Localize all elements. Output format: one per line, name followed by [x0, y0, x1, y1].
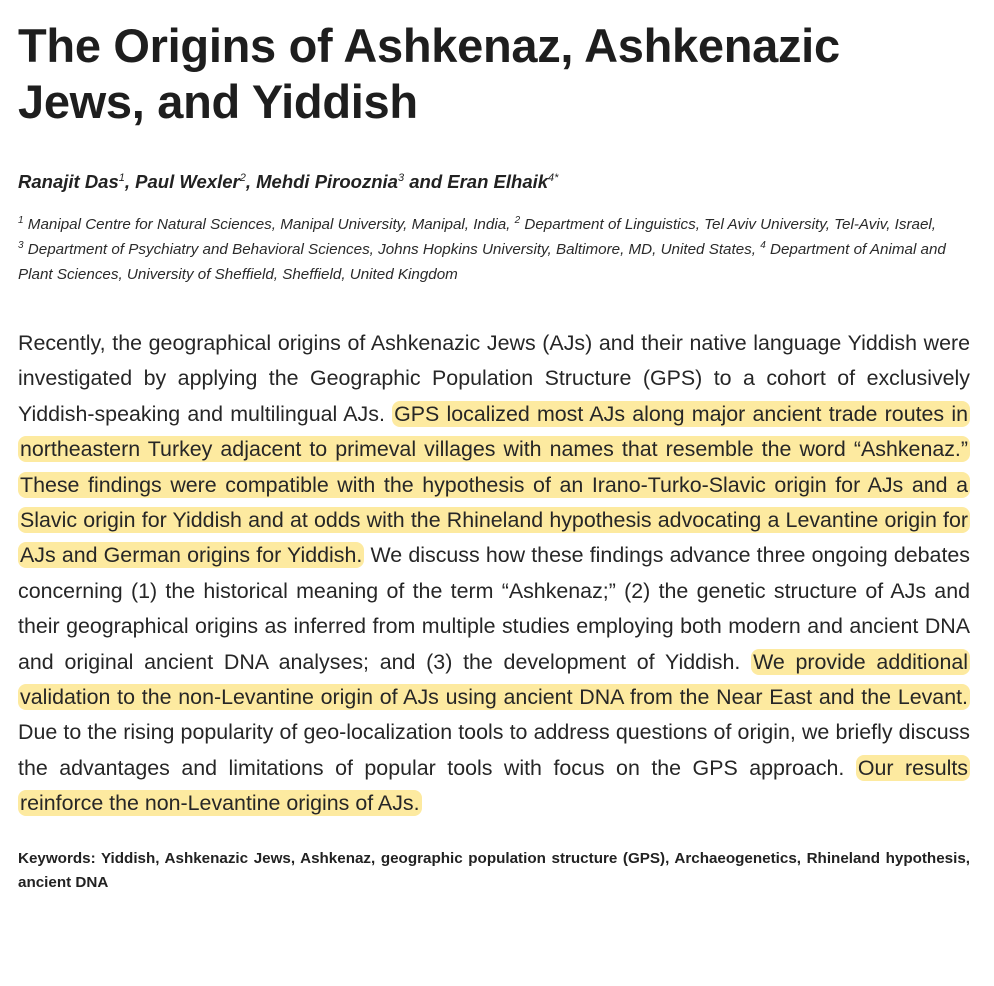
- author-name: Ranajit Das: [18, 171, 119, 192]
- affil-number: 1: [18, 214, 24, 226]
- affil-number: 3: [18, 239, 24, 251]
- abstract-highlight: We provide additional validation to the non-Levantine origin of AJs using ancient DNA from the Near East and the Levant.: [20, 649, 968, 710]
- paper-title: The Origins of Ashkenaz, Ashkenazic Jews, and Yiddish: [18, 19, 840, 128]
- abstract-text: We discuss how these findings advance three ongoing debates concerning (1) the historical meaning of the term “Ashkenaz;” (2) the genetic structure of AJs and their geographical origins as inferred from multiple studies employing both modern and ancient DNA and original ancient DNA analyses; and (3) the development of Yiddish.: [18, 543, 970, 674]
- abstract-text: Due to the rising popularity of geo-localization tools to address questions of origin, we briefly discuss the advantages and limitations of popular tools with focus on the GPS approach.: [18, 720, 970, 780]
- author-name: Mehdi Pirooznia: [256, 171, 398, 192]
- affiliation: Department of Psychiatry and Behavioral Sciences, Johns Hopkins University, Baltimore, MD, United States,: [27, 241, 761, 258]
- author-affil-number: 3: [397, 171, 405, 184]
- author-name: Paul Wexler: [135, 171, 240, 192]
- affil-number: 4: [760, 239, 766, 251]
- affiliations: [18, 212, 970, 287]
- keywords-label: Keywords:: [18, 849, 96, 867]
- keywords: [18, 847, 970, 895]
- author-name: Eran Elhaik: [447, 171, 549, 192]
- abstract: [18, 326, 970, 822]
- abstract-highlight: Our results reinforce the non-Levantine origins of AJs.: [20, 755, 969, 816]
- keywords-list: Yiddish, Ashkenazic Jews, Ashkenaz, geographic population structure (GPS), Archaeogenetics, Rhineland hypothesis, ancient DNA: [18, 849, 970, 891]
- author-affil-number: 1: [118, 171, 125, 184]
- affiliation: Manipal Centre for Natural Sciences, Manipal University, Manipal, India,: [27, 216, 515, 233]
- author-affil-number: 4*: [548, 171, 559, 184]
- author-affil-number: 2: [239, 171, 246, 184]
- author-list: Ranajit Das$^1$, Paul Wexler$^2$, Mehdi Pirooznia$^3$ and Eran Elhaik$^{4*}$: [18, 171, 559, 192]
- affil-number: 2: [514, 214, 521, 226]
- affiliation: Department of Animal and Plant Sciences, University of Sheffield, Sheffield, United Kingdom: [18, 241, 946, 283]
- affiliation: Department of Linguistics, Tel Aviv University, Tel-Aviv, Israel,: [524, 216, 936, 233]
- abstract-text: Recently, the geographical origins of Ashkenazic Jews (AJs) and their native language Yiddish were investigated by applying the Geographic Population Structure (GPS) to a cohort of exclusively Yiddish-speaking and multilingual AJs.: [18, 331, 970, 426]
- abstract-highlight: GPS localized most AJs along major ancient trade routes in northeastern Turkey adjacent to primeval villages with names that resemble the word “Ashkenaz.” These findings were compatible with the hypothesis of an Irano-Turko-Slavic origin for AJs and a Slavic origin for Yiddish and at odds with the Rhineland hypothesis advocating a Levantine origin for AJs and German origins for Yiddish.: [20, 401, 968, 568]
